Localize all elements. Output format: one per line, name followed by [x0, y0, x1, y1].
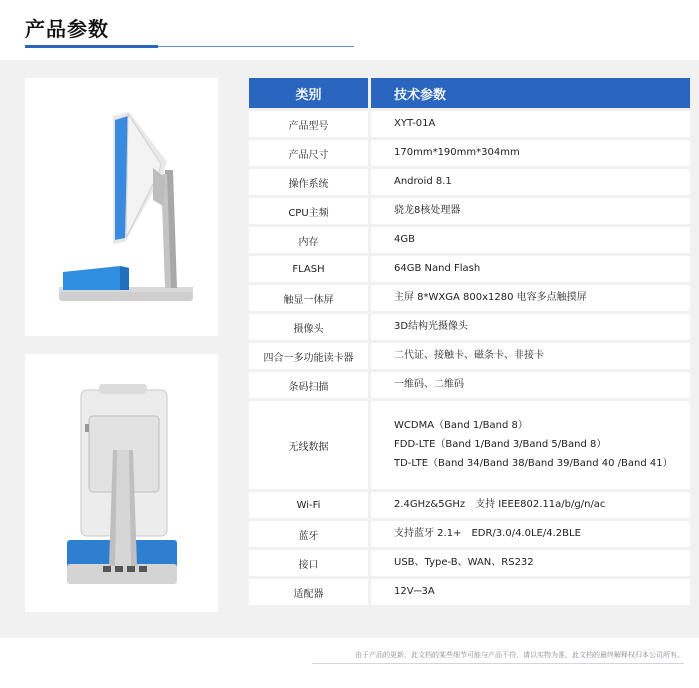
product-side-view-image [25, 78, 218, 336]
table-row [249, 256, 690, 282]
spec-value-line: 3D结构光摄像头 [394, 321, 469, 332]
spec-value [371, 169, 690, 195]
disclaimer-text: 由于产品的更新，此文档的某些细节可能与产品不符，请以实物为准，此文档的最终解释权归本公司所有。 [355, 651, 684, 659]
spec-label: 条码扫描 [249, 372, 368, 398]
spec-value [371, 372, 690, 398]
spec-value-line: Android 8.1 [394, 176, 452, 187]
spec-value [371, 227, 690, 253]
table-row [249, 372, 690, 398]
spec-value [371, 285, 690, 311]
spec-value [371, 198, 690, 224]
spec-value-line: WCDMA（Band 1/Band 8） [394, 420, 528, 431]
spec-value [371, 579, 690, 605]
spec-value-line: FDD-LTE（Band 1/Band 3/Band 5/Band 8） [394, 439, 607, 450]
spec-value-line: XYT-01A [394, 118, 436, 129]
spec-value [371, 521, 690, 547]
product-back-view-image [25, 354, 218, 612]
spec-label: 产品型号 [249, 111, 368, 137]
table-row [249, 285, 690, 311]
spec-value-line: 12V⎓3A [394, 586, 435, 597]
spec-label: FLASH [249, 256, 368, 282]
spec-table [249, 75, 690, 608]
spec-label: 接口 [249, 550, 368, 576]
header-specs: 技术参数 [371, 78, 690, 108]
table-row [249, 111, 690, 137]
title-underline-accent [25, 45, 158, 48]
spec-label: CPU主频 [249, 198, 368, 224]
spec-value-line: 骁龙8核处理器 [394, 205, 461, 216]
spec-label: Wi-Fi [249, 492, 368, 518]
table-row [249, 169, 690, 195]
spec-value-line: 主屏 8*WXGA 800x1280 电容多点触摸屏 [394, 292, 587, 303]
table-row [249, 314, 690, 340]
title-underline [158, 46, 354, 47]
spec-table-body [249, 111, 690, 605]
header-category: 类别 [249, 78, 368, 108]
spec-label: 触显一体屏 [249, 285, 368, 311]
spec-value-line: 一维码、二维码 [394, 379, 464, 390]
spec-value-line: 170mm*190mm*304mm [394, 147, 520, 158]
table-row [249, 521, 690, 547]
spec-label: 摄像头 [249, 314, 368, 340]
table-row [249, 550, 690, 576]
spec-value [371, 492, 690, 518]
spec-value [371, 314, 690, 340]
spec-label: 内存 [249, 227, 368, 253]
spec-value-line: 64GB Nand Flash [394, 263, 481, 274]
spec-value [371, 256, 690, 282]
table-row [249, 492, 690, 518]
spec-label: 产品尺寸 [249, 140, 368, 166]
table-row [249, 579, 690, 605]
spec-value-line: TD-LTE（Band 34/Band 38/Band 39/Band 40 /Band 41） [394, 458, 673, 469]
spec-table-header-row [249, 78, 690, 108]
spec-value-line: USB、Type-B、WAN、RS232 [394, 557, 534, 568]
spec-value [371, 401, 690, 489]
page-title: 产品参数 [25, 17, 109, 41]
spec-value-line: 二代证、接触卡、磁条卡、非接卡 [394, 350, 544, 361]
spec-label: 蓝牙 [249, 521, 368, 547]
spec-value-line: 4GB [394, 234, 415, 245]
spec-value [371, 550, 690, 576]
table-row [249, 198, 690, 224]
device-back-illustration [25, 354, 218, 612]
table-row [249, 227, 690, 253]
spec-label: 适配器 [249, 579, 368, 605]
spec-value [371, 111, 690, 137]
device-side-illustration [25, 78, 218, 336]
table-row [249, 140, 690, 166]
spec-label: 四合一多功能读卡器 [249, 343, 368, 369]
spec-label: 无线数据 [249, 401, 368, 489]
spec-label: 操作系统 [249, 169, 368, 195]
table-row [249, 343, 690, 369]
spec-value [371, 343, 690, 369]
footer-divider [312, 663, 684, 664]
spec-value-line: 支持蓝牙 2.1+ EDR/3.0/4.0LE/4.2BLE [394, 528, 581, 539]
table-row [249, 401, 690, 489]
spec-value-line: 2.4GHz&5GHz 支持 IEEE802.11a/b/g/n/ac [394, 499, 606, 510]
spec-value [371, 140, 690, 166]
